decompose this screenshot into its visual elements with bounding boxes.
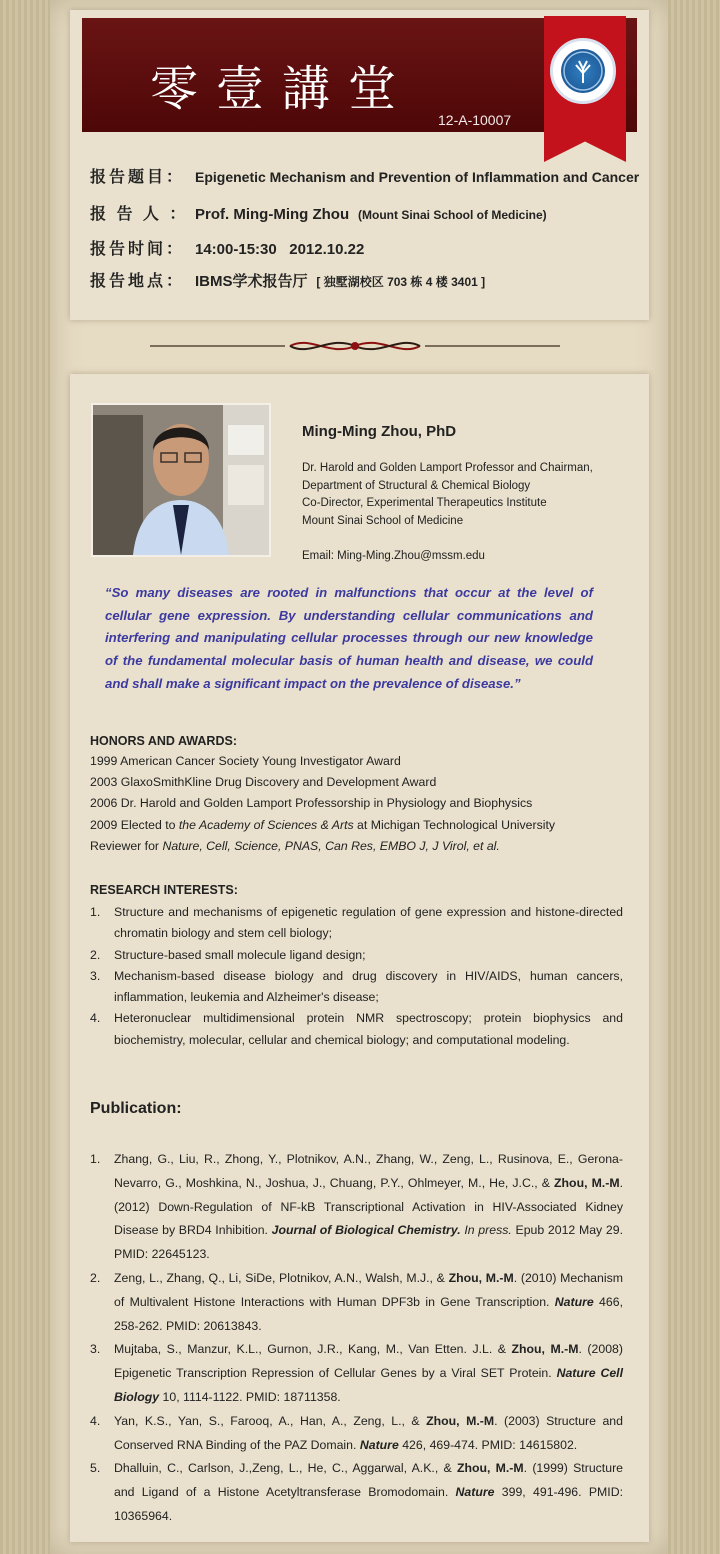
ornament-divider xyxy=(150,335,560,357)
institute-logo-icon xyxy=(550,38,616,104)
list-item: 1. Structure and mechanisms of epigenetic regulation of gene expression and histone-directed chromatin biology and stem cell biology; xyxy=(90,905,623,941)
info-row-speaker xyxy=(90,201,547,224)
info-label: 报 告 人 ： xyxy=(90,206,189,223)
list-item: 2. Structure-based small molecule ligand design; xyxy=(90,947,366,962)
page-texture-left xyxy=(0,0,50,1554)
time-value: 14:00-15:30 2012.10.22 xyxy=(195,241,365,258)
speaker-bio xyxy=(302,460,593,565)
publication-item: 3. Mujtaba, S., Manzur, K.L., Gurnon, J.R., Kang, M., Van Etten. J.L. & Zhou, M.-M. (2008) Epigenetic Transcription Repression of Cellular Genes by a Viral SET Protein. Nature Cell Biology 10, 1114-1122. PMID: 18711358. xyxy=(90,1342,623,1404)
research-list xyxy=(90,902,623,1051)
info-row-topic xyxy=(90,164,639,187)
honor-item: 1999 American Cancer Society Young Investigator Award xyxy=(90,754,401,768)
bio-line: Mount Sinai School of Medicine xyxy=(302,514,464,527)
publication-item: 5. Dhalluin, C., Carlson, J.,Zeng, L., He, C., Aggarwal, A.K., & Zhou, M.-M. (1999) Structure and Ligand of a Histone Acetyltransferase Bromodomain. Nature 399, 491-496. PMID: 10365964. xyxy=(90,1461,624,1523)
publication-list xyxy=(90,1148,623,1529)
bio-line: Department of Structural & Chemical Biology xyxy=(302,479,531,492)
honor-item: 2006 Dr. Harold and Golden Lamport Professorship in Physiology and Biophysics xyxy=(90,796,533,811)
speaker-value: Prof. Ming-Ming Zhou xyxy=(195,206,350,223)
info-label: 报告题目： xyxy=(90,169,186,186)
logo-emblem xyxy=(561,49,605,93)
info-label: 报告地点： xyxy=(90,273,186,290)
venue-detail: [ 独墅湖校区 703 栋 4 楼 3401 ] xyxy=(316,275,486,289)
list-item: 3. Mechanism-based disease biology and drug discovery in HIV/AIDS, human cancers, inflammation, leukemia and Alzheimer's disease; xyxy=(90,968,623,1005)
lecture-series-title: 零壹講堂 xyxy=(150,61,415,117)
honors-heading: HONORS AND AWARDS: xyxy=(90,734,237,748)
page-texture-right xyxy=(668,0,720,1554)
venue-value: IBMS学术报告厅 xyxy=(195,273,308,290)
publication-item: 1. Zhang, G., Liu, R., Zhong, Y., Plotnikov, A.N., Zhang, W., Zeng, L., Rusinova, E., Gerona-Nevarro, G., Moshkina, N., Joshua, J., Chuang, P.Y., Ohlmeyer, M., He, J.C., & Zhou, M.-M. (2012) Down-Regulation of NF-kB Transcriptional Activation in HIV-Associated Kidney Disease by BRD4 Inhibition. Journal of Biological Chemistry. In press. Epub 2012 May 29. PMID: 22645123. xyxy=(90,1152,623,1262)
speaker-email: Email: Ming-Ming.Zhou@mssm.edu xyxy=(302,549,485,562)
honor-item: 2003 GlaxoSmithKline Drug Discovery and Development Award xyxy=(90,775,437,790)
topic-value: Epigenetic Mechanism and Prevention of Inflammation and Cancer xyxy=(195,169,640,185)
honors-list xyxy=(90,751,630,857)
speaker-affiliation: (Mount Sinai School of Medicine) xyxy=(358,208,547,222)
speaker-photo xyxy=(91,403,271,557)
info-label: 报告时间： xyxy=(90,241,186,258)
research-heading: RESEARCH INTERESTS: xyxy=(90,883,238,897)
honor-item: Reviewer for Nature, Cell, Science, PNAS, Can Res, EMBO J, J Virol, et al. xyxy=(90,838,500,853)
publication-item: 2. Zeng, L., Zhang, Q., Li, SiDe, Plotnikov, A.N., Walsh, M.J., & Zhou, M.-M. (2010) Mechanism of Multivalent Histone Interactions with Human DPF3b in Gene Transcription. Nature 466, 258-262. PMID: 20613843. xyxy=(90,1270,623,1333)
list-item: 4. Heteronuclear multidimensional protein NMR spectroscopy; protein biophysics and biochemistry, molecular, cellular and chemical biology; and computational modeling. xyxy=(90,1011,623,1047)
lecture-code: 12-A-10007 xyxy=(438,112,512,128)
bio-line: Dr. Harold and Golden Lamport Professor and Chairman, xyxy=(302,462,593,474)
info-row-venue xyxy=(90,268,485,291)
bio-line: Co-Director, Experimental Therapeutics Institute xyxy=(302,497,547,509)
speaker-quote: “So many diseases are rooted in malfunctions that occur at the level of cellular gene expression. By understanding cellular communications and interfering and manipulating cellular processes through our new knowledge of the fundamental molecular basis of human health and disease, we could and shall make a significant impact on the prevalence of disease.” xyxy=(105,585,593,691)
honor-item: 2009 Elected to the Academy of Sciences & Arts at Michigan Technological University xyxy=(90,817,556,832)
publication-item: 4. Yan, K.S., Yan, S., Farooq, A., Han, A., Zeng, L., & Zhou, M.-M. (2003) Structure and Conserved RNA Binding of the PAZ Domain. Nature 426, 469-474. PMID: 14615802. xyxy=(90,1413,623,1452)
speaker-name: Ming-Ming Zhou, PhD xyxy=(302,423,457,440)
publication-heading: Publication: xyxy=(90,1100,182,1117)
info-row-time xyxy=(90,236,364,259)
